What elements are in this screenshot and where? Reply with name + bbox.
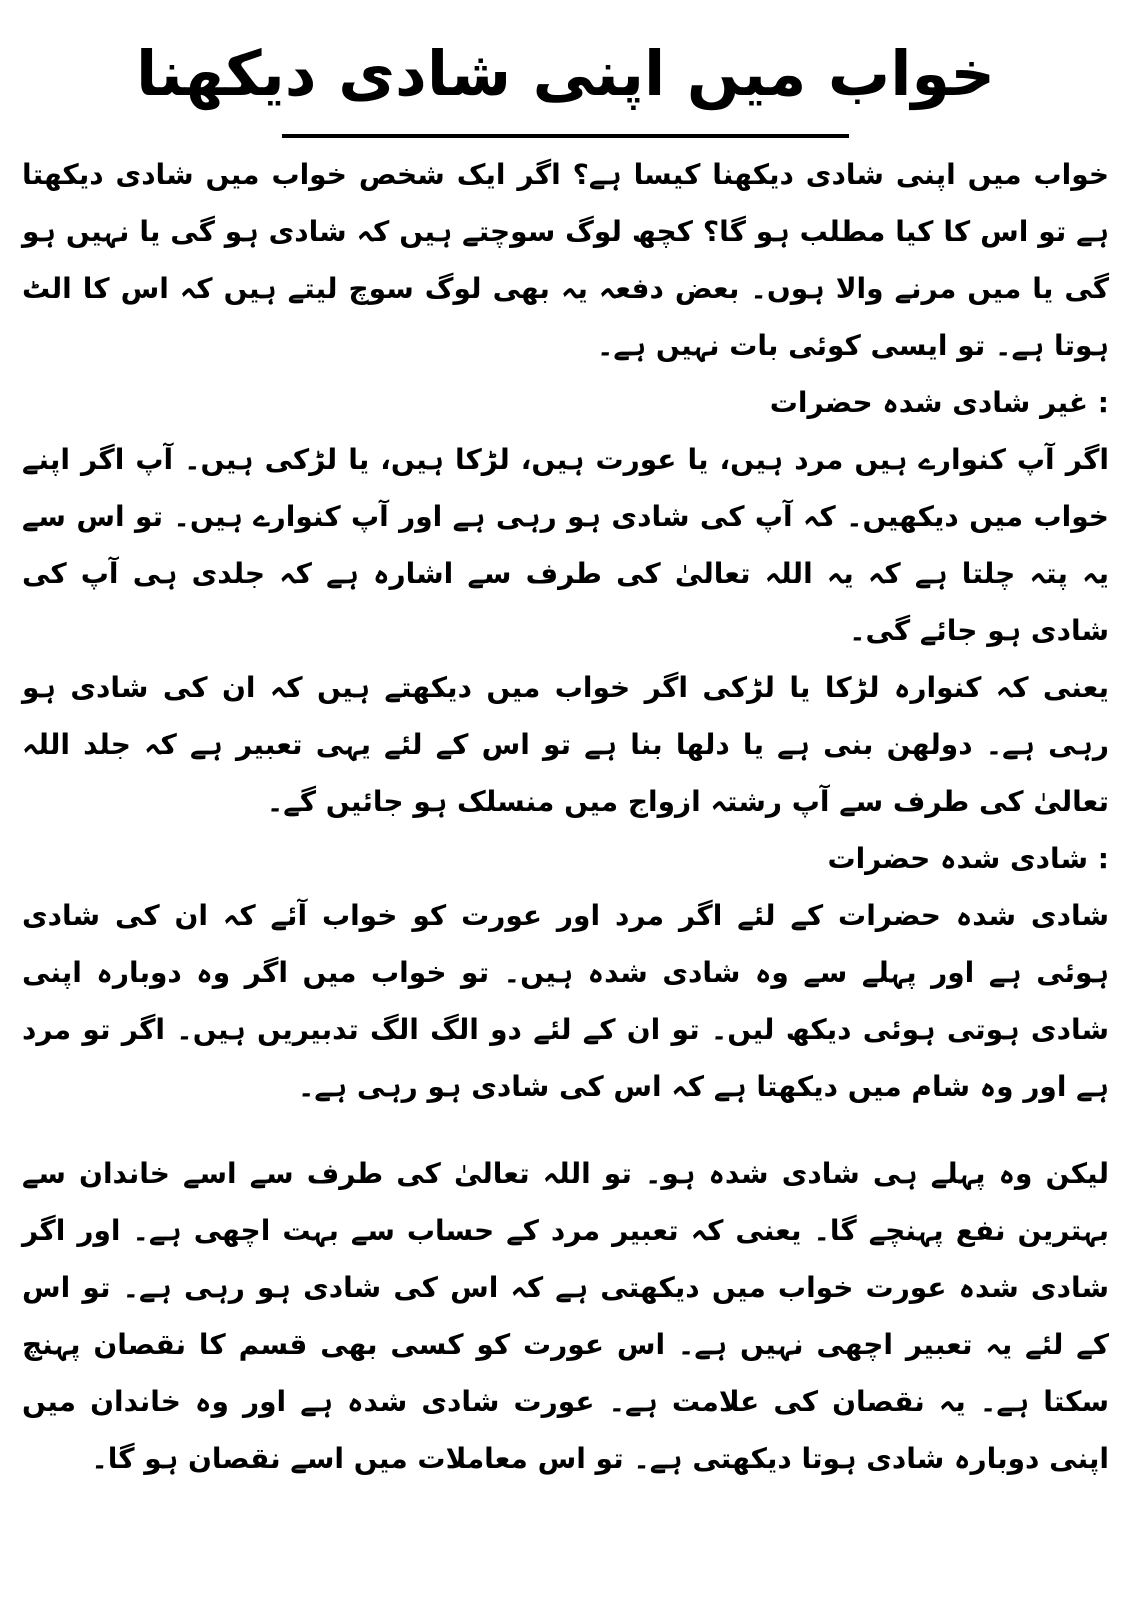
unmarried-heading: : غیر شادی شدہ حضرات (769, 386, 1109, 419)
paragraph-gap (22, 1115, 1109, 1145)
title-underline (282, 134, 849, 138)
unmarried-detail-paragraph: یعنی کہ کنوارہ لڑکا یا لڑکی اگر خواب میں دیکھتے ہیں کہ ان کی شادی ہو رہی ہے۔ دولھن بنی ہے یا دلھا بنا ہے تو اس کے لئے یہی تعبیر ہے کہ جلد اللہ تعالیٰ کی طرف سے آپ رشتہ ازواج میں منسلک ہو جائیں گے۔ (22, 671, 1109, 818)
page-title: خواب میں اپنی شادی دیکھنا (135, 37, 996, 110)
married-heading: : شادی شدہ حضرات (827, 842, 1109, 875)
article-body (22, 146, 1109, 1487)
married-paragraph: شادی شدہ حضرات کے لئے اگر مرد اور عورت کو خواب آئے کہ ان کی شادی ہوئی ہے اور پہلے سے وہ شادی شدہ ہیں۔ تو خواب میں اگر وہ دوبارہ اپنی شادی ہوتی ہوئی دیکھ لیں۔ تو ان کے لئے دو الگ الگ تدبیریں ہیں۔ اگر تو مرد ہے اور وہ شام میں دیکھتا ہے کہ اس کی شادی ہو رہی ہے۔ (22, 899, 1109, 1103)
intro-paragraph: خواب میں اپنی شادی دیکھنا کیسا ہے؟ اگر ایک شخص خواب میں شادی دیکھتا ہے تو اس کا کیا مطلب ہو گا؟ کچھ لوگ سوچتے ہیں کہ شادی ہو گی یا نہیں ہو گی یا میں مرنے والا ہوں۔ بعض دفعہ یہ بھی لوگ سوچ لیتے ہیں کہ اس کا الٹ ہوتا ہے۔ تو ایسی کوئی بات نہیں ہے۔ (22, 158, 1109, 362)
unmarried-paragraph: اگر آپ کنوارے ہیں مرد ہیں، یا عورت ہیں، لڑکا ہیں، یا لڑکی ہیں۔ آپ اگر اپنے خواب میں دیکھیں۔ کہ آپ کی شادی ہو رہی ہے اور آپ کنوارے ہیں۔ تو اس سے یہ پتہ چلتا ہے کہ یہ اللہ تعالیٰ کی طرف سے اشارہ ہے کہ جلدی ہی آپ کی شادی ہو جائے گی۔ (22, 443, 1109, 647)
married-detail-paragraph: لیکن وہ پہلے ہی شادی شدہ ہو۔ تو اللہ تعالیٰ کی طرف سے اسے خاندان سے بہترین نفع پہنچے گا۔ یعنی کہ تعبیر مرد کے حساب سے بہت اچھی ہے۔ اور اگر شادی شدہ عورت خواب میں دیکھتی ہے کہ اس کی شادی ہو رہی ہے۔ تو اس کے لئے یہ تعبیر اچھی نہیں ہے۔ اس عورت کو کسی بھی قسم کا نقصان پہنچ سکتا ہے۔ یہ نقصان کی علامت ہے۔ عورت شادی شدہ ہے اور وہ خاندان میں اپنی دوبارہ شادی ہوتا دیکھتی ہے۔ تو اس معاملات میں اسے نقصان ہو گا۔ (22, 1157, 1109, 1475)
